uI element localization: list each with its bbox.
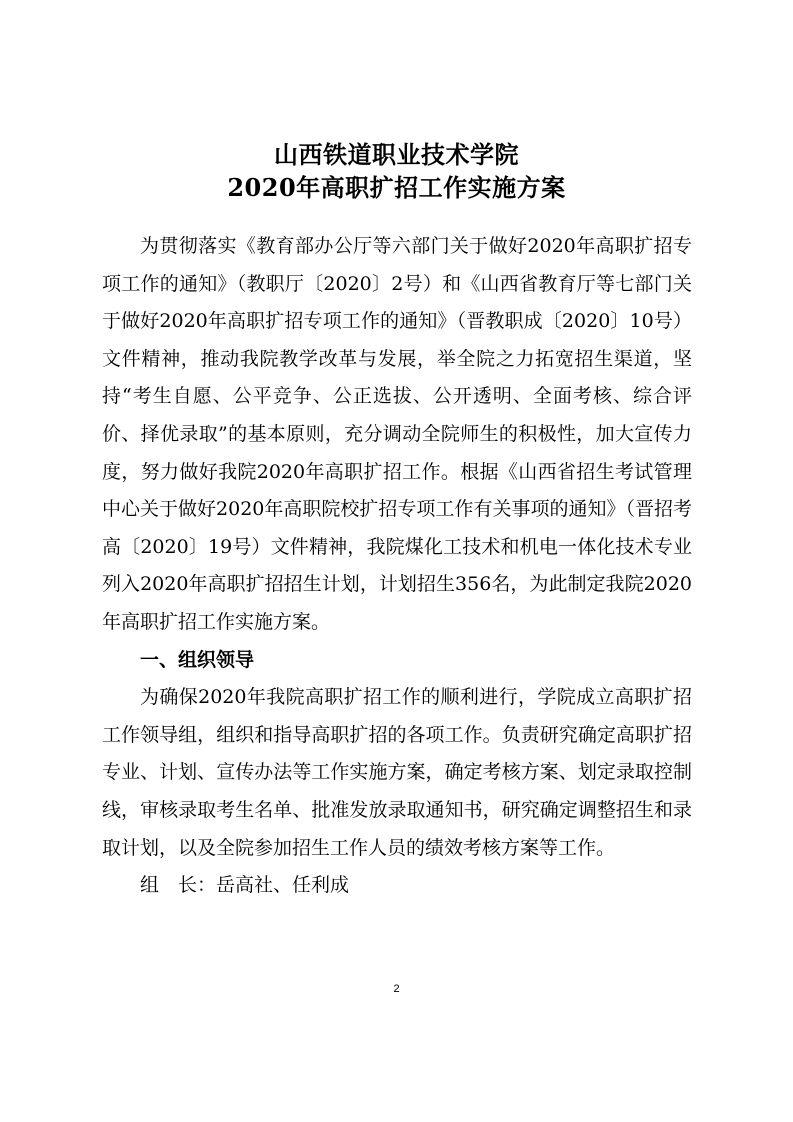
- document-title: [0, 138, 793, 204]
- page-number: 2: [393, 983, 400, 995]
- leader-line: 组 长：岳高社、任利成: [140, 874, 350, 897]
- title-line-plan: 2020年高职扩招工作实施方案: [227, 173, 566, 202]
- title-line-institution: 山西铁道职业技术学院: [274, 140, 519, 169]
- section-heading-organization: 一、组织领导: [140, 648, 255, 671]
- organization-paragraph: 为确保2020年我院高职扩招工作的顺利进行，学院成立高职扩招工作领导组，组织和指导高职扩招的各项工作。负责研究确定高职扩招专业、计划、宣传办法等工作实施方案，确定考核方案、划定录取控制线，审核录取考生名单、批准发放录取通知书，研究确定调整招生和录取计划，以及全院参加招生工作人员的绩效考核方案等工作。: [102, 686, 692, 859]
- document-body: [102, 228, 692, 905]
- intro-paragraph: 为贯彻落实《教育部办公厅等六部门关于做好2020年高职扩招专项工作的通知》（教职厅〔2020〕2号）和《山西省教育厅等七部门关于做好2020年高职扩招专项工作的通知》（晋教职成〔2020〕10号）文件精神，推动我院教学改革与发展，举全院之力拓宽招生渠道，坚持“考生自愿、公平竞争、公正选拔、公开透明、全面考核、综合评价、择优录取”的基本原则，充分调动全院师生的积极性，加大宣传力度，努力做好我院2020年高职扩招工作。根据《山西省招生考试管理中心关于做好2020年高职院校扩招专项工作有关事项的通知》（晋招考高〔2020〕19号）文件精神，我院煤化工技术和机电一体化技术专业列入2020年高职扩招招生计划，计划招生356名，为此制定我院2020年高职扩招工作实施方案。: [102, 235, 692, 633]
